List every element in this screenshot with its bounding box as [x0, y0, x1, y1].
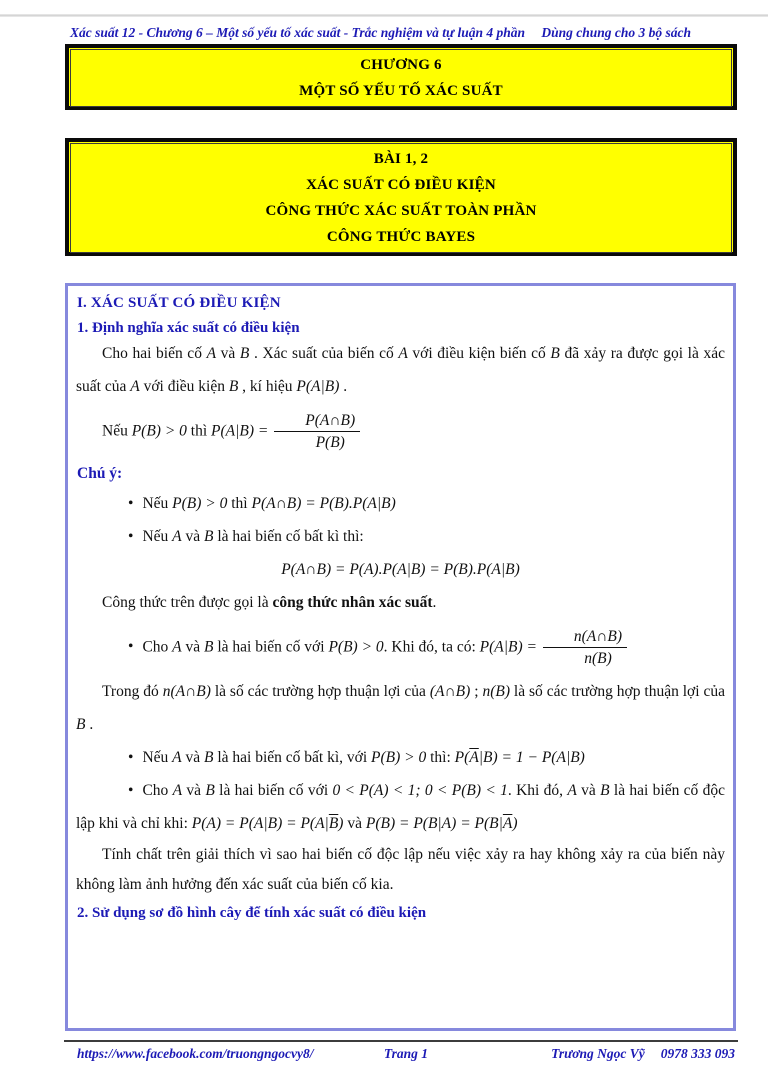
conditional-probability-formula: Nếu P(B) > 0 thì P(A|B) = $\frac{P(A\cap B)}{P(B)}$: [76, 403, 725, 459]
counting-explanation-paragraph: Trong đó n(A∩B) là số các trường hợp thuận lợi của (A∩B) ; n(B) là số các trường hợp thuận lợi của B .: [76, 682, 725, 733]
note-bullet-4-complement: • Nếu A và B là hai biến cố bất kì, với P(B) > 0 thì: $P(\overline{A}|B) = 1 - P(A|B)$: [76, 741, 725, 774]
chapter-title-box: [65, 44, 737, 110]
multiplication-formula: P(A∩B) = P(A).P(A|B) = P(B).P(A|B): [281, 560, 520, 578]
page-header: [70, 25, 691, 41]
fraction: $\frac{P(A\cap B)}{P(B)}$: [274, 411, 360, 453]
theory-content-box: [65, 283, 736, 1031]
section-1-title: I. XÁC SUẤT CÓ ĐIỀU KIỆN: [77, 295, 281, 311]
footer-author-block: [466, 1046, 737, 1062]
note-bullet-1: • Nếu P(B) > 0 thì P(A∩B) = P(B).P(A|B): [76, 487, 725, 520]
lesson-title-1: XÁC SUẤT CÓ ĐIỀU KIỆN: [306, 177, 496, 193]
footer-author-name: Trương Ngọc Vỹ: [551, 1046, 645, 1061]
header-left-text: Xác suất 12 - Chương 6 – Một số yếu tố xác suất - Trắc nghiệm và tự luận 4 phần: [70, 25, 525, 40]
bullet-marker: •: [128, 781, 134, 799]
definition-paragraph: Cho hai biến cố A và B . Xác suất của biến cố A với điều kiện biến cố B đã xảy ra được gọi là xác suất của A với điều kiện B , kí hiệu P(A|B) .: [76, 345, 725, 395]
definition-title: 1. Định nghĩa xác suất có điều kiện: [77, 320, 300, 336]
header-right-text: Dùng chung cho 3 bộ sách: [541, 25, 691, 40]
footer-page-number: Trang 1: [383, 1046, 429, 1061]
page-footer: [65, 1046, 737, 1062]
note-bullet-3-counting-formula: • Cho A và B là hai biến cố với P(B) > 0. Khi đó, ta có: P(A|B) = $\frac{n(A\cap B)}{n(B)}$: [76, 619, 725, 675]
section-2-title: 2. Sử dụng sơ đồ hình cây để tính xác suất có điều kiện: [77, 904, 427, 921]
lesson-title-box: [65, 138, 737, 256]
note-bullet-2: • Nếu A và B là hai biến cố bất kì thì:: [76, 520, 725, 553]
independence-property-paragraph: Tính chất trên giải thích vì sao hai biến cố độc lập nếu việc xảy ra hay không xảy ra của biến này không làm ảnh hưởng đến xác suất của biến cố kia.: [76, 845, 725, 893]
bullet-marker: •: [128, 748, 134, 766]
bullet-marker: •: [128, 494, 134, 512]
footer-divider: [64, 1040, 738, 1042]
top-scan-line: [0, 14, 768, 17]
note-title: Chú ý:: [77, 464, 123, 482]
lesson-title-2: CÔNG THỨC XÁC SUẤT TOÀN PHẦN: [265, 203, 537, 219]
chapter-number: CHƯƠNG 6: [360, 57, 442, 73]
bullet-marker: •: [128, 638, 134, 656]
lesson-title-3: CÔNG THỨC BAYES: [326, 229, 476, 245]
note-bullet-5-independence: • Cho A và B là hai biến cố với 0 < P(A) < 1; 0 < P(B) < 1. Khi đó, A và B là hai biến cố độc lập khi và chỉ khi: $P(A) = P(A|B) = P(A|\overline{B})$ và $P(B) = P(B|A) = P(B|\overline{A})$: [76, 774, 725, 840]
chapter-title: MỘT SỐ YẾU TỐ XÁC SUẤT: [299, 83, 503, 99]
footer-facebook-link[interactable]: https://www.facebook.com/truongngocvy8/: [77, 1046, 314, 1061]
bullet-marker: •: [128, 527, 134, 545]
footer-phone-number: 0978 333 093: [660, 1046, 735, 1061]
lesson-number: BÀI 1, 2: [373, 151, 429, 167]
multiplication-rule-name-paragraph: Công thức trên được gọi là công thức nhân xác suất.: [102, 593, 437, 611]
fraction: $\frac{n(A\cap B)}{n(B)}$: [543, 627, 627, 669]
chapter-title-box-inner: [70, 49, 732, 107]
lesson-title-box-inner: [70, 143, 732, 253]
